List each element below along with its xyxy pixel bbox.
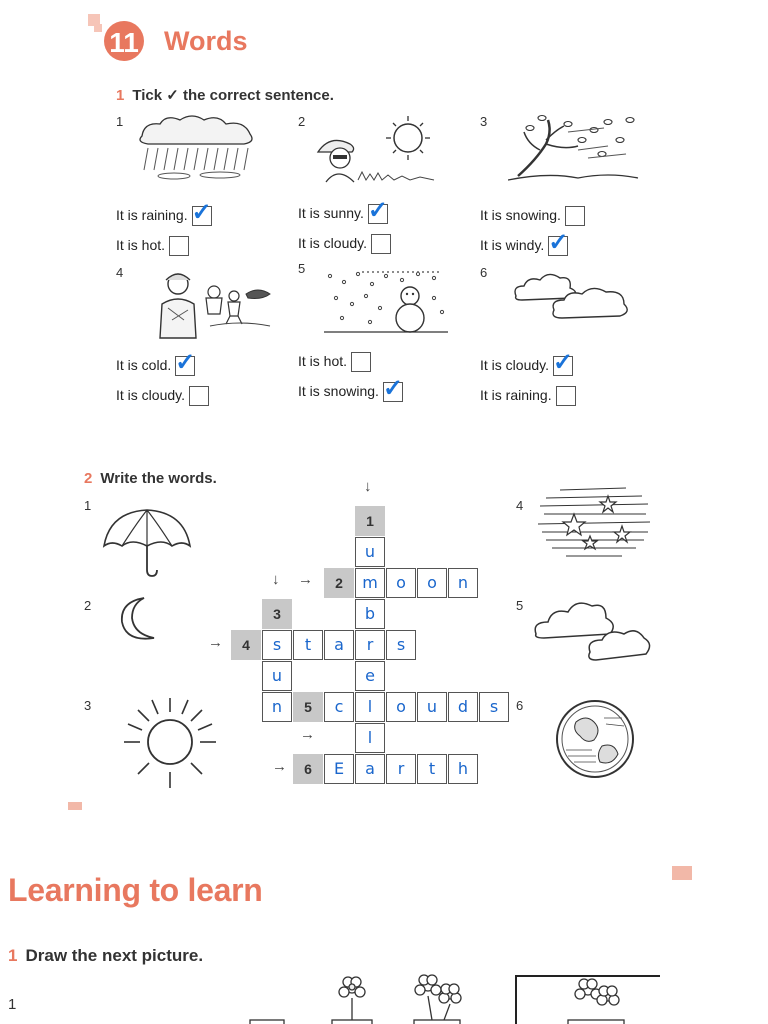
arrow-down-icon: ↓	[364, 478, 372, 495]
check-icon: ✓	[175, 349, 196, 377]
checkbox-checked[interactable]	[548, 229, 569, 257]
item-number: 1	[116, 114, 124, 129]
clue-number-3: 3	[262, 599, 292, 629]
crossword-cell[interactable]: a	[324, 630, 354, 660]
sentence-option: It is cloudy.	[116, 382, 209, 408]
crossword-cell[interactable]: e	[355, 661, 385, 691]
arrow-down-icon: ↓	[272, 571, 280, 588]
crossword-cell[interactable]: t	[293, 630, 323, 660]
crossword-cell[interactable]: s	[262, 630, 292, 660]
crossword-cell[interactable]: u	[262, 661, 292, 691]
crossword-cell[interactable]: c	[324, 692, 354, 722]
checkbox[interactable]	[189, 386, 209, 406]
crossword-cell[interactable]: o	[386, 692, 416, 722]
sentence-option: It is windy. ✓	[480, 229, 569, 257]
sentence-option: It is cold. ✓	[116, 349, 196, 377]
clouds-picture	[510, 270, 632, 326]
item-3-options	[480, 202, 585, 258]
crossword-cell[interactable]: l	[355, 692, 385, 722]
clue-number-4: 4	[231, 630, 261, 660]
section-title: Learning to learn	[8, 872, 263, 908]
crossword-cell[interactable]: s	[386, 630, 416, 660]
exercise-1-title: 1 Tick ✓ the correct sentence.	[116, 87, 334, 104]
row-number: 1	[8, 996, 17, 1013]
crossword-cell[interactable]: h	[448, 754, 478, 784]
crossword-cell[interactable]: l	[355, 723, 385, 753]
picture-number: 3	[84, 698, 92, 713]
crossword-cell[interactable]: n	[448, 568, 478, 598]
exercise-2-title: 2 Write the words.	[84, 470, 217, 487]
checkbox-checked[interactable]	[553, 349, 574, 377]
crossword-cell[interactable]: r	[355, 630, 385, 660]
sentence-option: It is cloudy. ✓	[480, 349, 574, 377]
snowman-picture	[322, 268, 450, 334]
sunny-girl-picture	[316, 114, 442, 184]
item-6-options	[480, 349, 576, 408]
sentence-option: It is sunny. ✓	[298, 197, 388, 225]
crossword-cell[interactable]: u	[417, 692, 447, 722]
check-icon: ✓	[191, 199, 212, 227]
checkbox-checked[interactable]	[175, 349, 196, 377]
checkbox[interactable]	[565, 206, 585, 226]
sentence-option: It is snowing. ✓	[298, 375, 404, 403]
clue-number-6: 6	[293, 754, 323, 784]
sentence-option: It is snowing.	[480, 202, 585, 228]
check-icon: ✓	[548, 229, 569, 257]
item-number: 5	[298, 261, 306, 276]
arrow-right-icon: →	[298, 571, 313, 588]
unit-number-badge	[88, 14, 152, 64]
checkbox-checked[interactable]	[382, 375, 404, 403]
checkbox-checked[interactable]	[367, 197, 388, 225]
moon-picture	[114, 594, 164, 646]
page-corner-mark	[68, 802, 82, 810]
sentence-option: It is hot.	[298, 348, 403, 374]
crossword-cell[interactable]: o	[417, 568, 447, 598]
item-number: 3	[480, 114, 488, 129]
picture-number: 6	[516, 698, 524, 713]
learning-exercise-title: 1 Draw the next picture.	[8, 946, 204, 965]
crossword-cell[interactable]: a	[355, 754, 385, 784]
crossword-cell[interactable]: n	[262, 692, 292, 722]
item-1-options	[116, 199, 212, 258]
check-icon: ✓	[382, 375, 404, 403]
crossword-cell[interactable]: r	[386, 754, 416, 784]
checkbox[interactable]	[371, 234, 391, 254]
earth-picture	[552, 696, 638, 782]
picture-number: 2	[84, 598, 92, 613]
page-corner-mark	[672, 866, 692, 880]
clue-number-1: 1	[355, 506, 385, 536]
crossword-cell[interactable]: m	[355, 568, 385, 598]
item-4-options	[116, 349, 209, 408]
picture-number: 5	[516, 598, 524, 613]
item-5-options	[298, 348, 403, 404]
unit-title: Words	[164, 26, 248, 56]
flower-sequence-picture	[240, 974, 660, 1024]
check-icon: ✓	[553, 349, 574, 377]
sentence-option: It is raining. ✓	[116, 199, 212, 227]
umbrella-picture	[100, 504, 194, 580]
item-number: 2	[298, 114, 306, 129]
arrow-right-icon: →	[272, 758, 287, 775]
crossword-cell[interactable]: s	[479, 692, 509, 722]
picture-number: 4	[516, 498, 524, 513]
picture-number: 1	[84, 498, 92, 513]
svg-text:11: 11	[109, 27, 139, 58]
item-2-options	[298, 197, 391, 256]
checkbox[interactable]	[351, 352, 371, 372]
crossword-cell[interactable]: d	[448, 692, 478, 722]
cold-children-picture	[150, 268, 276, 340]
crossword-cell[interactable]: t	[417, 754, 447, 784]
arrow-right-icon: →	[208, 634, 223, 651]
arrow-right-icon: →	[300, 726, 315, 743]
sentence-option: It is raining.	[480, 382, 576, 408]
sentence-option: It is hot.	[116, 232, 212, 258]
checkbox[interactable]	[169, 236, 189, 256]
checkbox-checked[interactable]	[191, 199, 212, 227]
crossword-cell[interactable]: o	[386, 568, 416, 598]
clouds-picture	[530, 596, 654, 668]
crossword-cell[interactable]: E	[324, 754, 354, 784]
checkbox[interactable]	[556, 386, 576, 406]
clue-number-2: 2	[324, 568, 354, 598]
item-number: 6	[480, 265, 488, 280]
sun-picture	[104, 692, 234, 792]
check-icon: ✓	[367, 197, 388, 225]
sentence-option: It is cloudy.	[298, 230, 391, 256]
clue-number-5: 5	[293, 692, 323, 722]
crossword-cell[interactable]: b	[355, 599, 385, 629]
stars-picture	[536, 484, 652, 562]
windy-tree-picture	[508, 110, 640, 184]
crossword-cell[interactable]: u	[355, 537, 385, 567]
item-number: 4	[116, 265, 124, 280]
rain-cloud-picture	[134, 112, 262, 182]
